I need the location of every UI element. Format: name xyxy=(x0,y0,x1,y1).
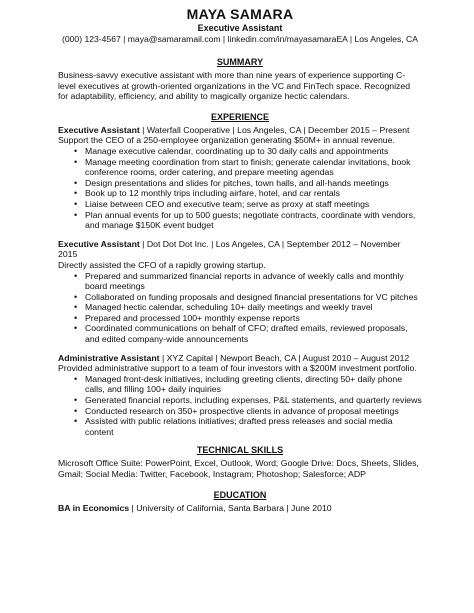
list-item: • Managed front-desk initiatives, including greeting clients, directing 50+ daily phone calls, and filling 100+ daily inquiries xyxy=(85,374,422,395)
list-item: • Coordinated communications on behalf of CFO; drafted emails, reviewed proposals, and edited company-wide announcements xyxy=(85,323,422,344)
list-item: • Prepared and processed 100+ monthly expense reports xyxy=(85,313,422,324)
summary-heading: SUMMARY xyxy=(216,57,264,67)
contact-line: (000) 123-4567 | maya@samaramail.com | linkedin.com/in/mayasamaraEA | Los Angeles, CA xyxy=(62,34,418,44)
list-item: • Prepared and summarized financial reports in advance of weekly calls and monthly board meetings xyxy=(85,271,422,292)
job-entry xyxy=(58,125,422,231)
education-details: | University of California, Santa Barbara | June 2010 xyxy=(129,502,332,513)
education-degree: BA in Economics xyxy=(58,502,130,513)
list-item: • Collaborated on funding proposals and designed financial presentations for VC pitches xyxy=(85,292,422,303)
list-item: • Manage meeting coordination from start to finish; generate calendar invitations, book conference rooms, order catering, and prepare meeting agendas xyxy=(85,157,422,178)
job-header xyxy=(58,239,422,260)
list-item: • Assisted with public relations initiatives; drafted press releases and social media content xyxy=(85,416,422,437)
job-header xyxy=(58,125,422,136)
job-bullets xyxy=(58,374,422,438)
list-item: • Design presentations and slides for pitches, town halls, and all-hands meetings xyxy=(85,178,422,189)
job-role: Executive Assistant xyxy=(58,124,140,135)
list-item: • Plan annual events for up to 500 guests; negotiate contracts, coordinate with vendors, and manage $150K event budget xyxy=(85,210,422,231)
skills-text: Microsoft Office Suite: PowerPoint, Excel, Outlook, Word; Google Drive: Docs, Sheets, Slides, Gmail; Social Media: Twitter, Facebook, Instagram; Photoshop; Salesforce; ADP xyxy=(58,458,419,479)
job-bullets xyxy=(58,146,422,231)
job-role: Executive Assistant xyxy=(58,238,140,249)
list-item: • Managed hectic calendar, scheduling 10+ daily meetings and weekly travel xyxy=(85,302,422,313)
experience-heading: EXPERIENCE xyxy=(210,111,270,122)
list-item: • Manage executive calendar, coordinating up to 30 daily calls and appointments xyxy=(85,146,422,157)
job-description: Directly assisted the CFO of a rapidly growing startup. xyxy=(58,259,266,270)
job-entry xyxy=(58,353,422,438)
summary-text: Business-savvy executive assistant with more than nine years of experience supporting C-level executives at growth-oriented organizations in the VC and FinTech space. Recognized for adaptability, efficiency, and ability to magically organize hectic calendars. xyxy=(58,70,411,102)
job-header xyxy=(58,353,422,364)
job-entry xyxy=(58,239,422,345)
job-description: Support the CEO of a 250-employee organization generating $50M+ in annual revenue. xyxy=(58,135,395,146)
job-bullets xyxy=(58,271,422,345)
education-heading: EDUCATION xyxy=(213,489,267,500)
job-details: | Dot Dot Dot Inc. | Los Angeles, CA | September 2012 – November 2015 xyxy=(58,238,401,260)
list-item: • Generated financial reports, including expenses, P&L statements, and quarterly reviews xyxy=(85,395,422,406)
education-entry xyxy=(58,503,422,514)
candidate-name: MAYA SAMARA xyxy=(186,6,294,22)
list-item: • Conducted research on 350+ prospective clients in advance of proposal meetings xyxy=(85,406,422,417)
job-details: | XYZ Capital | Newport Beach, CA | August 2010 – August 2012 xyxy=(159,352,410,363)
job-details: | Waterfall Cooperative | Los Angeles, CA | December 2015 – Present xyxy=(139,124,410,135)
job-description: Provided administrative support to a team of four investors with a $200M investment portfolio. xyxy=(58,363,417,374)
list-item: • Book up to 12 monthly trips including airfare, hotel, and car rentals xyxy=(85,188,422,199)
job-role: Administrative Assistant xyxy=(58,352,160,363)
skills-heading: TECHNICAL SKILLS xyxy=(196,445,284,456)
candidate-title: Executive Assistant xyxy=(197,23,283,33)
list-item: • Liaise between CEO and executive team; serve as proxy at staff meetings xyxy=(85,199,422,210)
